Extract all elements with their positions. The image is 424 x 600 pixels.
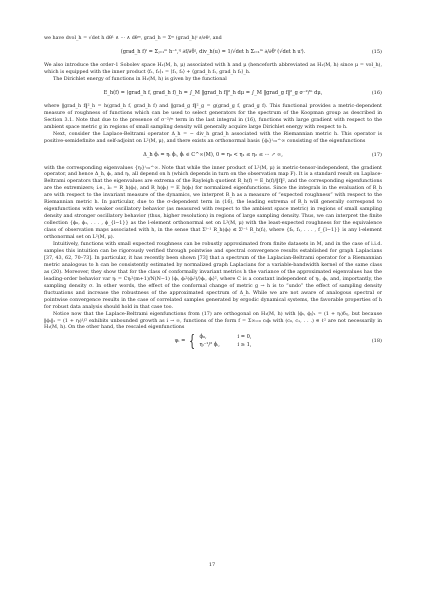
equation-15-number: (15) [371, 48, 382, 55]
paragraph-sobolev: We also introduce the order-1 Sobolev space H₁(M, h, μ) associated with h and μ (henceforth abbreviated as H₁(M, h) since μ = vol_h), which is equipped with the inner product ⟨f₁, f₂⟩₁ = ⟨f₁, f₂⟩ + ⟨grad_h f₁, grad_h f₂⟩_h. [44, 61, 382, 75]
paragraph-roughness: Intuitively, functions with small expected roughness can be robustly approximated from finite datasets in M, and in the case of i.i.d. samples this intuition can be rigorously verified through pointwise and spectral convergence results established for graph Laplacians [37, 43, 62, 70–73]. In particular, it has recently been shown [73] that a spectrum of the Laplacian-Beltrami operator for a Riemannian metric analogous to h can be consistently estimated by normalized graph Laplacians for a variable-bandwidth kernel of the same class as (20). Moreover, they show that for the class of conformally invariant metrics h the variance of the approximated eigenvalues has the leading-order behavior var ηᵢ = Cηᵢ²(m+1)/N(N−1) ⟨ϕᵢ, ϕᵢ²(ϕᵢ²)/⟩ϕᵢ, ϕᵢ⟩², where C is a constant independent of ηᵢ, ϕᵢ, and, importantly, the sampling density σ. In other words, the effect of the conformal change of metric g → h is to “undo” the effect of sampling density fluctuations and increase the robustness of the approximated spectrum of Δ_h. While we are not aware of analogous spectral or pointwise convergence results in the case of correlated samples generated by ergodic dynamical systems, the favorable properties of h for robust data analysis should hold in that case too. [44, 241, 382, 310]
text-column [44, 35, 382, 351]
equation-17 [44, 145, 382, 165]
equation-18 [44, 331, 382, 351]
left-brace-glyph: { [189, 331, 196, 351]
paragraph-intro: we have dvol_h = √det h dθ¹ ∧ ··· ∧ dθᵐ, grad_h = Σᵐ (grad_h)ⁱ ∂/∂θⁱ, and [44, 35, 222, 41]
paragraph-eigenvalues: with the corresponding eigenvalues {ηᵢ}ⁱ₌₀^∞. Note that while the inner product of L²(M, μ) is metric-tensor-independent, the gradient operator, and hence Δ_h, ϕᵢ, and ηᵢ, all depend on h (which depends in turn on the observation map F). It is a standard result on Laplace-Beltrami operators that the eigenvalues are extrema of the Rayleigh quotient R_h(f) = E_h(f)/‖f‖², and the corresponding eigenfunctions are the extremizers; i.e., λᵢ = R_h(ϕᵢ), and R_h(ϕᵢ) = E_h(ϕᵢ) for normalized eigenfunctions. Since the integrals in the evaluation of R_h are with respect to the invariant measure of the dynamics, we interpret R_h as a measure of “expected roughness” with respect to the Riemannian metric h. In particular, due to the σ-dependent term in (16), the leading extrema of R_h will generally correspond to eigenfunctions with weaker oscillatory behavior (as measured with respect to the ambient space metric) in regions of small sampling density and stronger oscillatory behavior (thus, higher resolution) in regions of large sampling density. Thus, we can interpret the finite collection {ϕ₀, ϕ₁, . . . , ϕ_{l−1}} as the l-element orthonormal set on L²(M, μ) with the least-expected roughness for the equivalence class of observation maps associated with h, in the sense that Σˡ⁻¹ R_h(ϕᵢ) ≤ Σˡ⁻¹ R_h(fᵢ), where {f₀, f₁, . . . , f_{l−1}} is any l-element orthonormal set on L²(M, μ). [44, 164, 382, 241]
equation-17-body: Δ_h ϕᵢ = ηᵢ ϕᵢ, ϕᵢ ∈ C^∞(M), 0 = η₀ < η₁ ≤ η₂ ≤ ··· ↗ ∞, [143, 151, 283, 158]
paragraph-dirichlet-explanation: where ‖grad_h f‖²_h = h(grad_h f, grad_h f) and ‖grad_g f‖²_g = g(grad_g f, grad_g f). This functional provides a metric-dependent measure of roughness of functions which can be used to select generators for the spectrum of the Koopman group as described in Section 3.1. Note that due to the presence of σ⁻²/ᵐ term in the last integral in (16), functions with large gradient with respect to the ambient space metric g in regions of small sampling density will generally acquire large Dirichlet energy with respect to h. [44, 102, 382, 130]
paragraph-orthogonality: Notice now that the Laplace-Beltrami eigenfunctions from (17) are orthogonal on H₁(M, h) with ⟨ϕᵢ, ϕⱼ⟩₁ = (1 + ηᵢ)δᵢⱼ, but because ‖ϕᵢ‖₁ = (1 + ηᵢ)¹/² exhibits unbounded growth as i → ∞, functions of the form f = Σ∞ᵢ₌₀ cᵢϕᵢ with (c₀, c₁, . . .) ∈ ℓ² are not necessarily in H₁(M, h). On the other hand, the rescaled eigenfunctions [44, 310, 382, 331]
equation-17-number: (17) [371, 151, 382, 158]
equation-16 [44, 83, 382, 103]
equation-18-case-2-value: ηᵢ⁻¹/² ϕᵢ, [199, 342, 220, 349]
equation-18-cases [200, 334, 252, 348]
paragraph-laplace-beltrami: Next, consider the Laplace-Beltrami operator Δ_h = − div_h grad_h associated with the Riemannian metric h. This operator is positive-semidefinite and self-adjoint on L²(M, μ), and there exists an orthonormal basis {ϕᵢ}ⁱ₌₀^∞ consisting of the eigenfunctions [44, 130, 382, 144]
equation-18-number: (18) [371, 338, 382, 345]
paragraph-dirichlet-intro: The Dirichlet energy of functions in H₁(M, h) is given by the functional [53, 75, 227, 82]
page-number: 17 [208, 562, 216, 568]
equation-18-case-1-value: ϕ₀, [199, 334, 207, 341]
equation-18-case-1 [200, 334, 252, 340]
equation-16-body: E_h(f) = ⟨grad_h f, grad_h f⟩_h = ∫_M ‖grad_h f‖²_h dμ = ∫_M ‖grad_g f‖²_g σ⁻²/ᵐ dμ, [103, 89, 323, 96]
equation-18-lhs: ψᵢ = [174, 338, 186, 345]
equation-18-body [174, 331, 252, 351]
equation-18-case-2-condition: i ≥ 1, [237, 342, 252, 349]
equation-15 [44, 42, 382, 62]
equation-18-case-1-condition: i = 0, [237, 334, 252, 341]
equation-18-case-2 [200, 342, 252, 348]
equation-16-number: (16) [371, 89, 382, 96]
equation-15-body: (grad_h f)ⁱ = Σⱼ₌₁ᵐ h⁻¹,ⁱʲ ∂f/∂θʲ, div_h(u) = 1/√det h Σᵢ₌₁ᵐ ∂/∂θⁱ (√det h uⁱ). [120, 48, 306, 55]
